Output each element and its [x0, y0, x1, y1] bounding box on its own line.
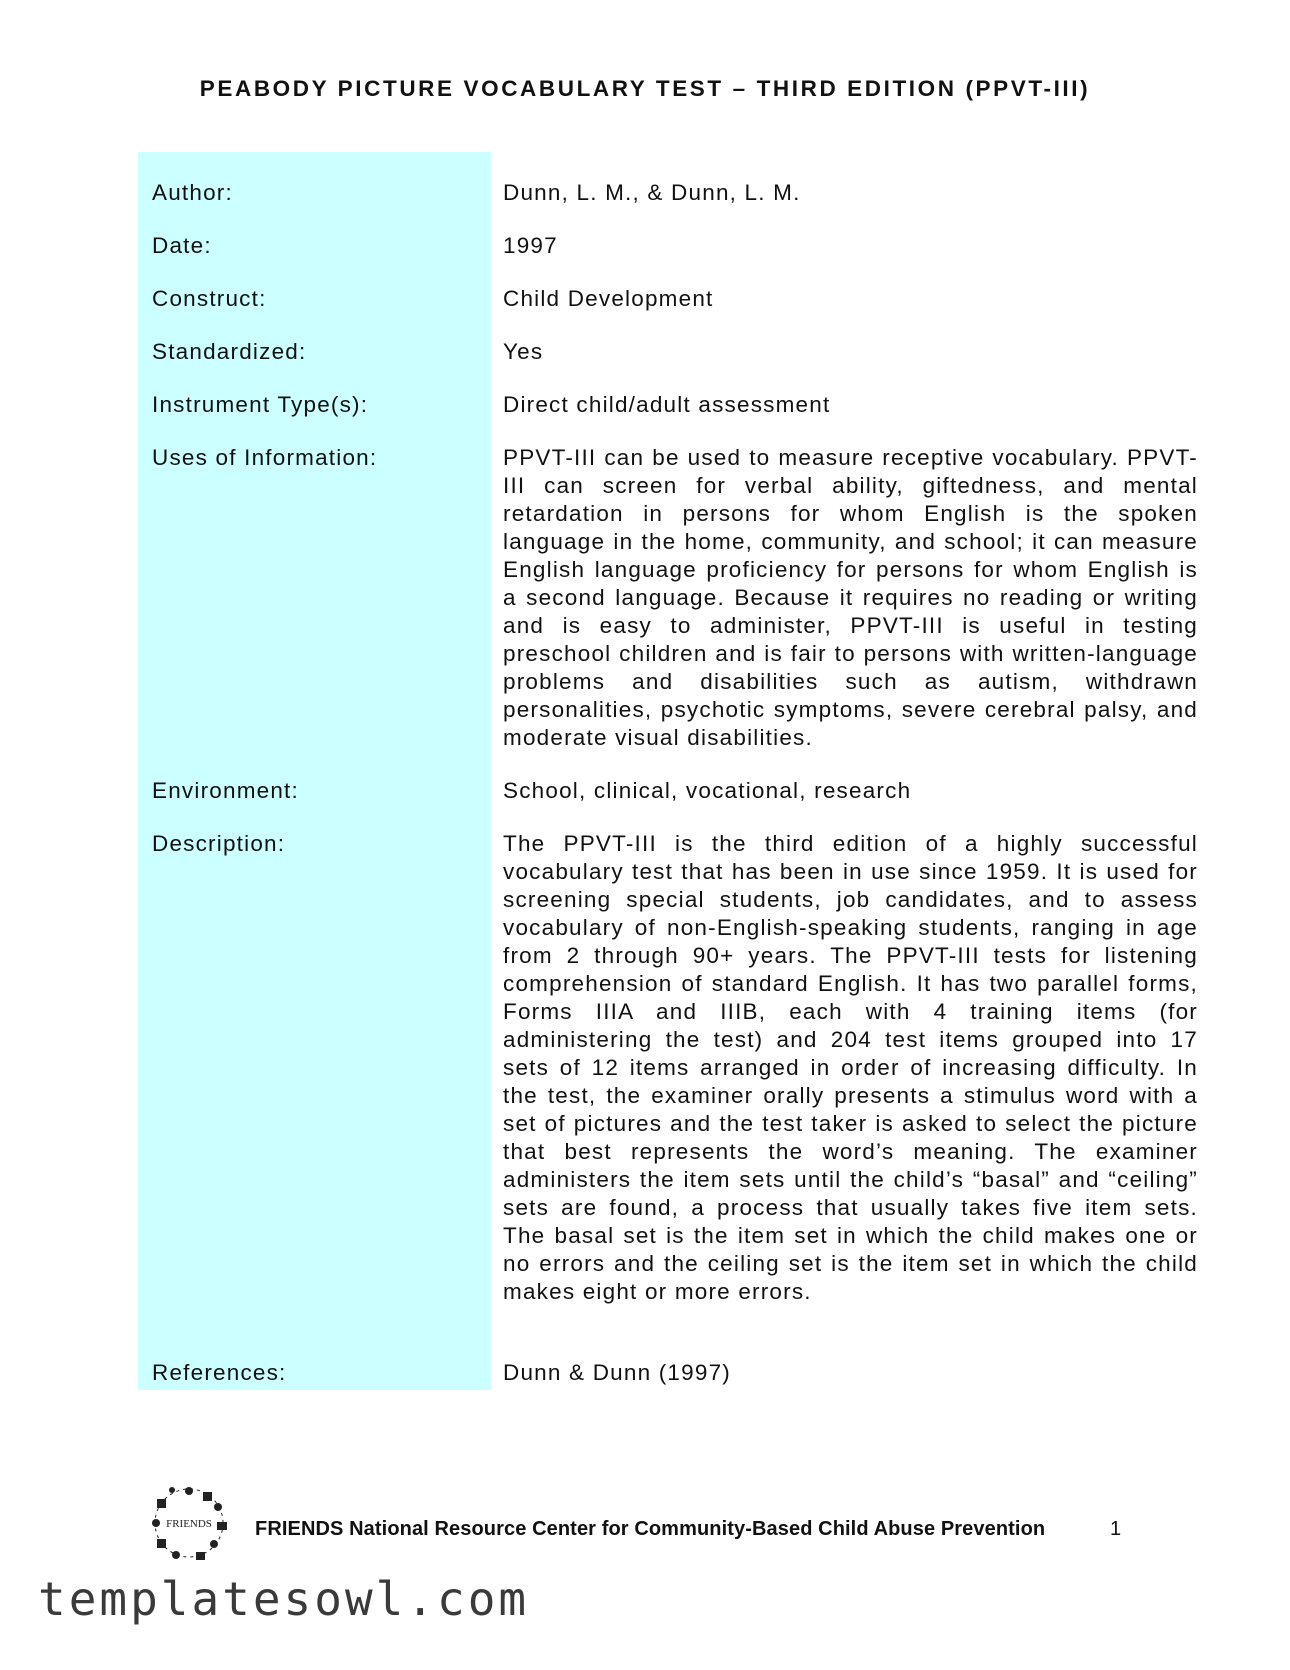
page-title: PEABODY PICTURE VOCABULARY TEST – THIRD EDITION (PPVT-III) — [199, 76, 1091, 101]
row-value: Dunn, L. M., & Dunn, L. M. — [503, 180, 801, 205]
row-value: Yes — [503, 339, 544, 364]
row-label: Environment: — [152, 778, 299, 803]
row-value: School, clinical, vocational, research — [503, 778, 912, 803]
watermark: templatesowl.com — [38, 1572, 530, 1626]
row-label: Author: — [152, 180, 233, 205]
row-value: Direct child/adult assessment — [503, 392, 831, 417]
row-label: Standardized: — [152, 339, 307, 364]
logo-text: FRIENDS — [166, 1518, 212, 1530]
row-label: Date: — [152, 233, 212, 258]
row-label: Uses of Information: — [152, 445, 378, 470]
row-label: Description: — [152, 831, 286, 856]
footer-organization: FRIENDS National Resource Center for Community-Based Child Abuse Prevention — [255, 1518, 1046, 1540]
row-label: Construct: — [152, 286, 267, 311]
row-value: Child Development — [503, 286, 714, 311]
row-value: The PPVT-III is the third edition of a highly successful vocabulary test that has been in use since 1959. It is used for screening special students, job candidates, and to assess vocabulary of non-English-speaking students, ranging in age from 2 through 90+ years. The PPVT-III tests for listening comprehension of standard English. It has two parallel forms, Forms IIIA and IIIB, each with 4 training items (for administering the test) and 204 test items grouped into 17 sets of 12 items arranged in order of increasing difficulty. In the test, the examiner orally presents a stimulus word with a set of pictures and the test taker is asked to select the picture that best represents the word’s meaning. The examiner administers the item sets until the child’s “basal” and “ceiling” sets are found, a process that usually takes five item sets. The basal set is the item set in which the child makes one or no errors and the ceiling set is the item set in which the child makes eight or more errors. — [503, 831, 1198, 1304]
row-label: References: — [152, 1360, 287, 1385]
page-number: 1 — [1110, 1518, 1122, 1540]
friends-logo — [148, 1482, 230, 1564]
row-value: 1997 — [503, 233, 558, 258]
row-label: Instrument Type(s): — [152, 392, 369, 417]
row-value: PPVT-III can be used to measure receptive vocabulary. PPVT-III can screen for verbal ability, giftedness, and mental retardation in persons for whom English is the spoken language in the home, community, and school; it can measure English language proficiency for persons for whom English is a second language. Because it requires no reading or writing and is easy to administer, PPVT-III is useful in testing preschool children and is fair to persons with written-language problems and disabilities such as autism, withdrawn personalities, psychotic symptoms, severe cerebral palsy, and moderate visual disabilities. — [503, 445, 1198, 750]
row-value: Dunn & Dunn (1997) — [503, 1360, 731, 1385]
